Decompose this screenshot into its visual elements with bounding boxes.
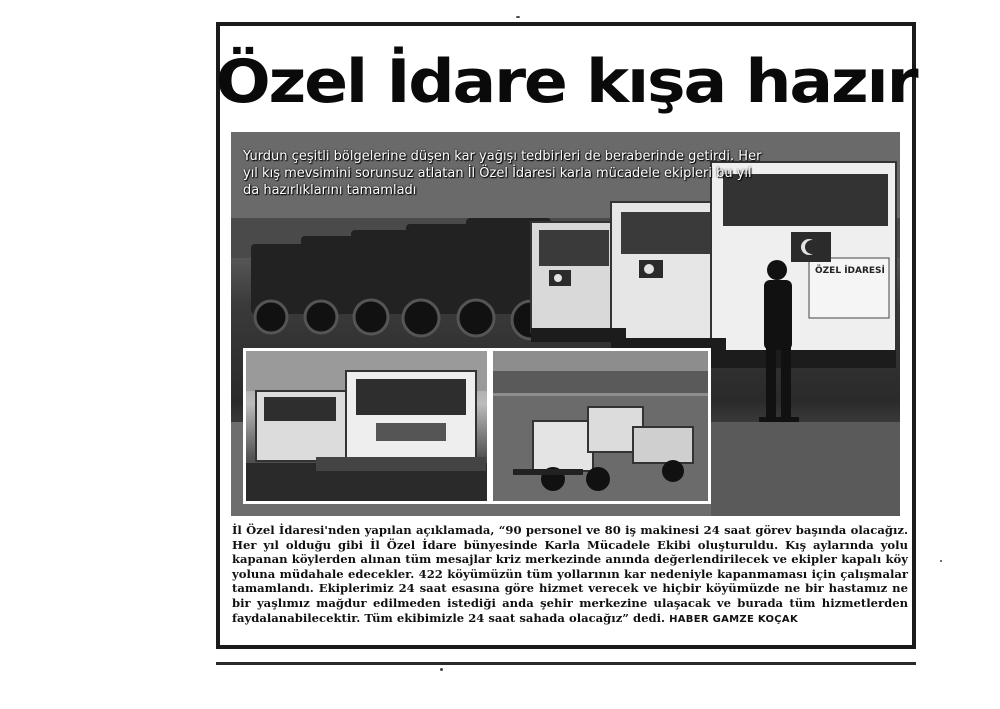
newspaper-clipping xyxy=(216,22,916,649)
article-body xyxy=(232,523,908,627)
inset-photo-trucks xyxy=(243,348,490,504)
truck-door-label: ÖZEL İDARESİ xyxy=(815,266,885,276)
trucks-inset-image xyxy=(246,351,487,501)
grader-inset-image xyxy=(493,351,708,501)
headline: Özel İdare kışa hazır xyxy=(215,47,917,117)
article-byline: HABER GAMZE KOÇAK xyxy=(669,613,798,625)
truck-door-text xyxy=(811,260,900,280)
scan-speck xyxy=(940,560,942,562)
main-photo xyxy=(231,132,900,516)
inset-photo-grader xyxy=(490,348,711,504)
scan-speck xyxy=(440,668,443,671)
photo-caption: Yurdun çeşitli bölgelerine düşen kar yağışı tedbirleri de beraberinde getirdi. Her yıl kış mevsimini sorunsuz atlatan İl Özel İdaresi karla mücadele ekipleri bu yıl da hazırlıklarını tamamladı xyxy=(243,149,762,198)
scan-speck xyxy=(516,16,520,18)
bottom-rule xyxy=(216,662,916,665)
article-paragraph: İl Özel İdaresi'nden yapılan açıklamada, “90 personel ve 80 iş makinesi 24 saat görev başında olacağız. Her yıl olduğu gibi İl Özel İdare bünyesinde Karla Mücadele Ekibi oluşturuldu. Kış aylarında yolu kapanan köylerden alınan tüm mesajlar kriz merkezinde anında değerlendirilecek ve ekipler kapalı köy yoluna müdahale edecekler. 422 köyümüzün tüm yollarının kar nedeniyle kapanmaması için çalışmalar tamamlandı. Ekiplerimiz 24 saat esasına göre hizmet verecek ve hiçbir köyümüzde ne bir hastamız ne bir yaşlımız mağdur edilmeden istediği anda şehir merkezine ulaşacak ve burada tüm hizmetlerden faydalanabilecektir. Tüm ekibimizle 24 saat sahada olacağız” dedi. xyxy=(232,523,908,625)
